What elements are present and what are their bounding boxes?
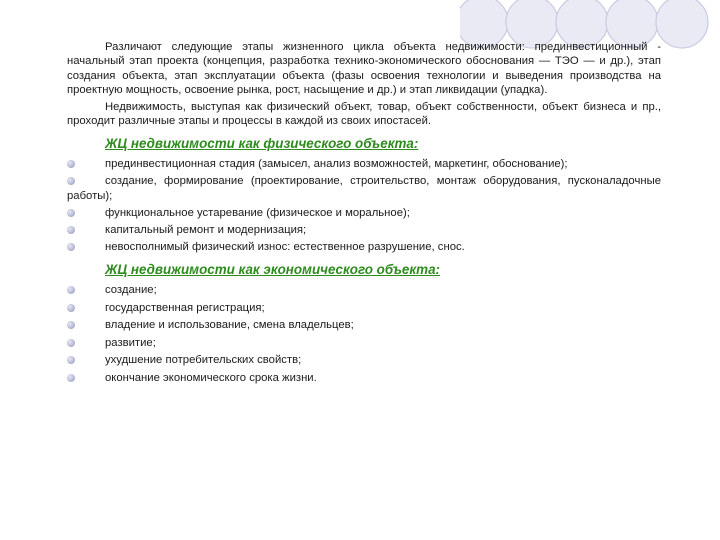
list-item: невосполнимый физический износ: естественное разрушение, снос.	[67, 240, 661, 254]
physical-stages-list	[67, 157, 661, 254]
list-item: создание;	[67, 283, 661, 297]
intro-paragraph: Недвижимость, выступая как физический объект, товар, объект собственности, объект бизнеса и пр., проходит различные этапы и процессы в каждой из своих ипостасей.	[67, 100, 661, 128]
list-item: окончание экономического срока жизни.	[67, 371, 661, 385]
decor-circle	[656, 0, 708, 48]
economic-stages-list	[67, 283, 661, 385]
slide-body	[67, 40, 661, 388]
section-heading-economic: ЖЦ недвижимости как экономического объекта:	[105, 262, 440, 278]
section-heading-physical: ЖЦ недвижимости как физического объекта:	[105, 136, 419, 152]
bullet-icon	[67, 160, 75, 168]
list-item: государственная регистрация;	[67, 301, 661, 315]
bullet-icon	[67, 321, 75, 329]
list-item: развитие;	[67, 336, 661, 350]
bullet-icon	[67, 226, 75, 234]
list-item: капитальный ремонт и модернизация;	[67, 223, 661, 237]
bullet-icon	[67, 356, 75, 364]
bullet-icon	[67, 304, 75, 312]
bullet-icon	[67, 209, 75, 217]
bullet-icon	[67, 339, 75, 347]
list-item: прединвестиционная стадия (замысел, анализ возможностей, маркетинг, обоснование);	[67, 157, 661, 171]
list-item: ухудшение потребительских свойств;	[67, 353, 661, 367]
list-item: функциональное устаревание (физическое и моральное);	[67, 206, 661, 220]
bullet-icon	[67, 177, 75, 185]
bullet-icon	[67, 243, 75, 251]
intro-paragraph: Различают следующие этапы жизненного цикла объекта недвижимости: прединвестиционный - начальный этап проекта (концепция, разработка технико-экономического обоснования — ТЭО — и др.), этап создания объекта, этап эксплуатации объекта (фазы освоения технологии и выведения производства на проектную мощность, освоение рынка, рост, насыщение и др.) и этап ликвидации (упадка).	[67, 41, 661, 97]
bullet-icon	[67, 374, 75, 382]
bullet-icon	[67, 286, 75, 294]
list-item: владение и использование, смена владельцев;	[67, 318, 661, 332]
list-item: создание, формирование (проектирование, строительство, монтаж оборудования, пусконаладочные работы);	[67, 175, 661, 202]
